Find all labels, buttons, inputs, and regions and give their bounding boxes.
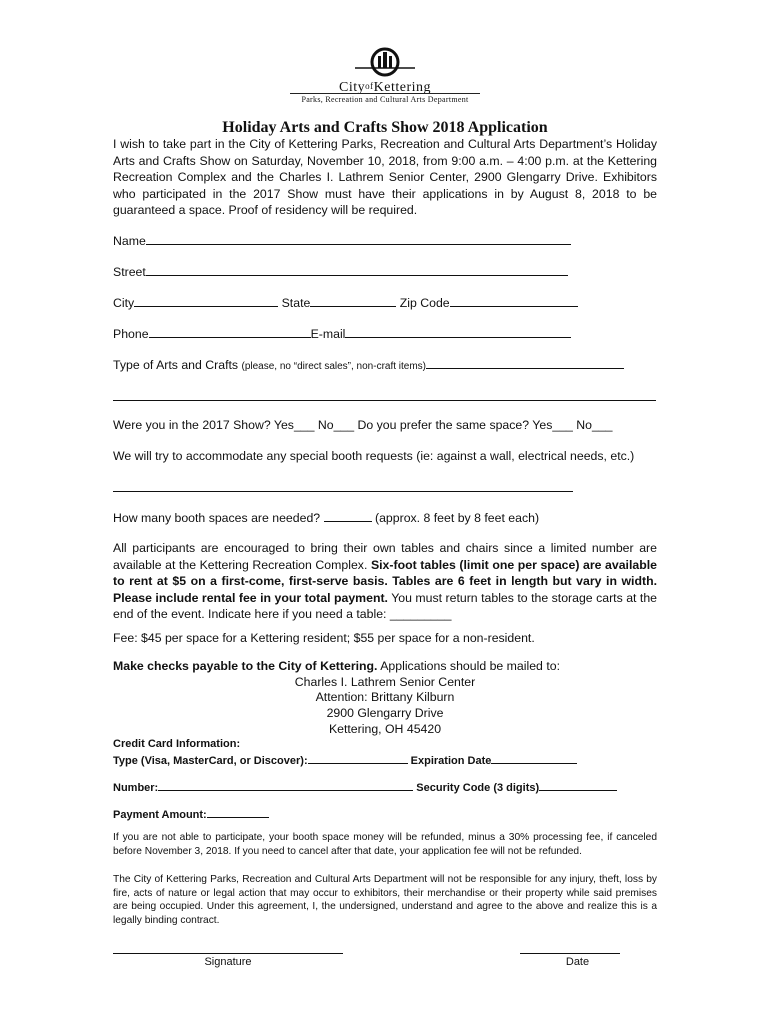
booth-requests-line[interactable] xyxy=(113,491,573,492)
date-line[interactable] xyxy=(520,953,620,954)
arts-type-field[interactable]: Type of Arts and Crafts (please, no “direct sales”, non-craft items) xyxy=(113,357,624,374)
address-line-1: Charles I. Lathrem Senior Center xyxy=(294,675,476,689)
booth-spaces-field[interactable]: How many booth spaces are needed? (approx. 8 feet by 8 feet each) xyxy=(113,511,540,525)
tables-paragraph: All participants are encouraged to bring their own tables and chairs since a limited number are available at the Kettering Recreation Complex. Six-foot tables (limit one per space) are available to rent at $5 on a first-come, first-serve basis. Tables are 6 feet in length but vary in width. Please include rental fee in your total payment. You must return tables to the storage carts at the end of the event. Indicate here if you need a table: _________ xyxy=(113,541,658,621)
refund-policy: If you are not able to participate, your booth space money will be refunded, minus a 30% processing fee, if canceled before November 3, 2018. If you need to cancel after that date, your application fee will not be refunded. xyxy=(113,832,657,857)
address-line-2: Attention: Brittany Kilburn xyxy=(315,690,455,704)
street-field[interactable]: Street xyxy=(113,264,568,280)
page-title: Holiday Arts and Crafts Show 2018 Application xyxy=(222,119,548,136)
date-label: Date xyxy=(565,956,590,968)
address-line-3: 2900 Glengarry Drive xyxy=(326,706,444,720)
signature-label: Signature xyxy=(204,956,252,968)
fee-text: Fee: $45 per space for a Kettering resident; $55 per space for a non-resident. xyxy=(113,631,535,645)
booth-requests-label: We will try to accommodate any special booth requests (ie: against a wall, electrical needs, etc.) xyxy=(113,449,635,463)
phone-email-row[interactable]: Phone E-mail xyxy=(113,326,571,342)
intro-paragraph: I wish to take part in the City of Kettering Parks, Recreation and Cultural Arts Department’s Holiday Arts and Crafts Show on Saturday, November 10, 2018, from 9:00 a.m. – 4:00 p.m. at the Kettering Recreation Complex and the Charles I. Lathrem Senior Center, 2900 Glengarry Drive. Exhibitors who participated in the 2017 Show must have their applications in by August 8, 2018 to be guaranteed a space. Proof of residency will be required. xyxy=(113,137,657,217)
card-type-row[interactable]: Type (Visa, MasterCard, or Discover): Expiration Date xyxy=(113,752,577,767)
payment-amount-row[interactable]: Payment Amount: xyxy=(113,806,269,821)
credit-card-heading: Credit Card Information: xyxy=(113,738,241,750)
org-divider xyxy=(290,93,480,94)
previous-show-question[interactable]: Were you in the 2017 Show? Yes___ No___ Do you prefer the same space? Yes___ No___ xyxy=(113,418,613,432)
signature-line[interactable] xyxy=(113,953,343,954)
liability-policy: The City of Kettering Parks, Recreation and Cultural Arts Department will not be responsible for any injury, theft, loss by fire, acts of nature or legal action that may occur to exhibitors, their merchandise or their property while said premises are being occupied. Under this agreement, I, the undersigned, understand and agree to the above and realize this is a legally binding contract. xyxy=(113,874,657,927)
org-department: Parks, Recreation and Cultural Arts Department xyxy=(301,95,469,104)
name-field[interactable]: Name xyxy=(113,233,571,249)
city-logo-icon xyxy=(355,46,415,80)
city-state-zip-row[interactable]: City State Zip Code xyxy=(113,295,578,311)
card-number-row[interactable]: Number: Security Code (3 digits) xyxy=(113,779,617,794)
payable-text: Make checks payable to the City of Kettering. Applications should be mailed to: xyxy=(113,659,560,673)
org-name: CityofKettering xyxy=(339,80,431,95)
arts-type-continuation-line[interactable] xyxy=(113,400,656,401)
address-line-4: Kettering, OH 45420 xyxy=(328,722,442,736)
